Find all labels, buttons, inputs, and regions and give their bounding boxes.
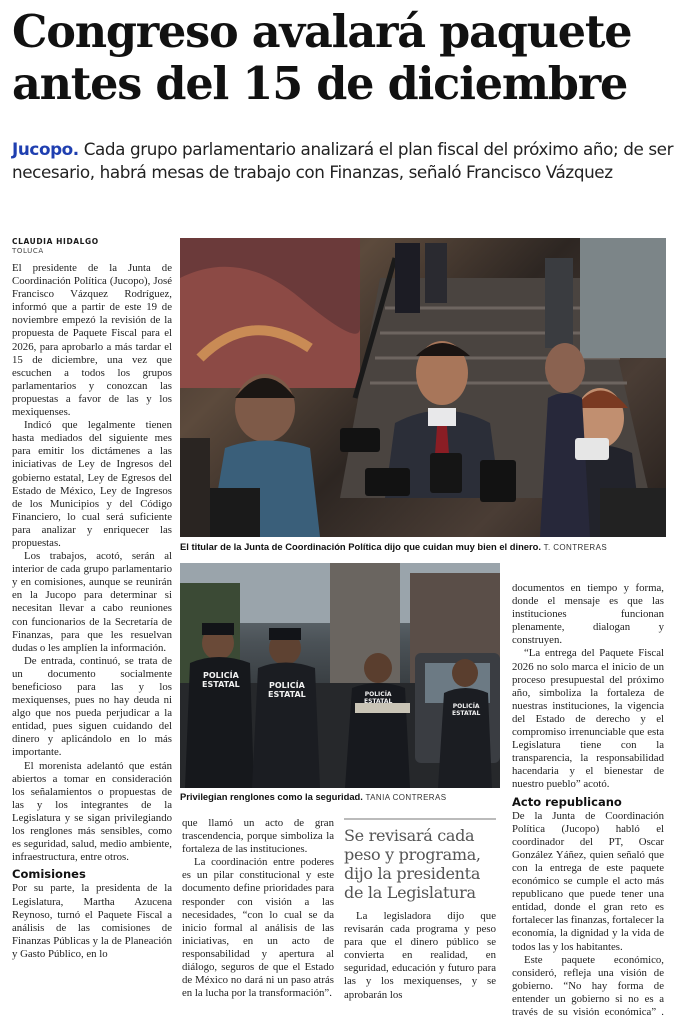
paragraph: que llamó un acto de gran trascendencia, porque simboliza la fortaleza de las instituciones. [182, 817, 334, 856]
deck [12, 138, 684, 184]
paragraph-text: Este paquete económico, consideró, refleja una visión de gobierno. “No hay forma de entender un gobierno si no es a través de su visión económica” . [512, 953, 664, 1018]
paragraph: De la Junta de Coordinación Política (Jucopo) habló el coordinador del PT, Oscar González Yáñez, quien señaló que con la entrega de este paquete económico se cumple el acto más republicano que puede tener una entidad, donde el gran reto es fortalecer las finanzas, fortalecer la economía, la dignidad y la vida de todos las y los habitantes. [512, 809, 664, 953]
vest-text: ESTATAL [202, 680, 240, 689]
vest-text: POLICÍA [268, 681, 305, 690]
press-conference-illustration [180, 238, 666, 537]
vest-text: ESTATAL [268, 690, 306, 699]
vest-text: POLICÍA [364, 691, 392, 698]
paragraph: documentos en tiempo y forma, donde el mensaje es que las instituciones funcionan plenamente, dialogan y construyen. [512, 582, 664, 647]
paragraph: La coordinación entre poderes es un pilar constitucional y este documento define prioridades para responder con visión a las necesidades, “con lo cual se da inicio formal al análisis de las iniciativas, en un acto de responsabilidad y apertura al diálogo, seguros de que el Estado de México no dará ni un paso atrás en la lucha por la transformación”. [182, 856, 334, 1000]
pullquote: Se revisará cada peso y programa, dijo la presidenta de la Legislatura [344, 826, 481, 902]
paragraph: “La entrega del Paquete Fiscal 2026 no solo marca el inicio de un proceso presupuestal del próximo año, simboliza la fortaleza de nuestras instituciones, la vigencia del Estado de derecho y el compromiso irrenunciable que esta Legislatura tiene con la transparencia, la responsabilidad hacendaria y el bienestar de nuestro pueblo” acotó. [512, 647, 664, 791]
vest-text: POLICÍA [452, 703, 480, 710]
photo-1-caption [180, 541, 670, 554]
headline [12, 6, 684, 110]
article-column-4 [512, 582, 664, 1018]
article-column-2 [182, 817, 334, 1017]
vest-label-4 [452, 703, 480, 717]
paragraph: El morenista adelantó que están abiertos a tomar en consideración los señalamientos o propuestas de las y los integrantes de la Legislatura y se sigan privilegiando los renglones más sensibles, como es seguridad, salud, medio ambiente, infraestructura, entre otros. [12, 759, 172, 864]
photo-credit: TANIA CONTRERAS [365, 793, 447, 802]
subheading-comisiones: Comisiones [12, 867, 86, 882]
paragraph: De entrada, continuó, se trata de un documento socialmente beneficioso para las y los mexiquenses, pues no hay deuda ni algo que nos pueda perjudicar a la entidad, pues siguen cuidando del dinero y aplicándolo en lo más importante. [12, 654, 172, 759]
subheading-acto-republicano: Acto republicano [512, 794, 622, 809]
paragraph: Los trabajos, acotó, serán al interior de cada grupo parlamentario y en comisiones, aunque se reunirán en la Jucopo para determinar si necesitan llevar a cabo reuniones con funcionarios de la Secretaría de Finanzas, para que les resuelvan dudas o les amplíen la información. [12, 550, 172, 654]
vest-text: ESTATAL [452, 710, 481, 717]
vest-text: ESTATAL [364, 698, 393, 705]
article-column-3 [344, 910, 496, 1018]
photo-press-conference [180, 238, 666, 537]
paragraph: Por su parte, la presidenta de la Legislatura, Martha Azucena Reynoso, turnó el Paquete Fiscal a análisis de las comisiones de Finanzas Públicas y la de Planeación y Gasto Público, en lo [12, 882, 172, 960]
pullquote-rule [344, 818, 496, 820]
vest-label-3 [364, 691, 392, 705]
headline-line-1: Congreso avalará paquete [12, 6, 632, 58]
deck-kicker: Jucopo. [12, 139, 79, 159]
vest-label-1 [202, 671, 240, 689]
paragraph: El presidente de la Junta de Coordinación Política (Jucopo), José Francisco Vázquez Rodríguez, informó que a partir de este 19 de noviembre empezó la revisión de la propuesta de Paquete Fiscal para el 2026, para aprobarlo a más tardar el 15 de diciembre, una vez que escuchen a todos los grupos parlamentarios y conozcan las propuestas a favor de las y los mexiquenses. [12, 262, 172, 419]
caption-text: El titular de la Junta de Coordinación Política dijo que cuidan muy bien el dinero. [180, 541, 541, 552]
headline-line-2: antes del 15 de diciembre [12, 58, 628, 110]
byline-location: TOLUCA [12, 247, 44, 255]
paragraph: La legisladora dijo que revisarán cada programa y peso para que el dinero público se convierta en realidad, en seguridad, educación y futuro para las y los mexiquenses, y se aprobarán los [344, 910, 496, 1001]
photo-2-caption [180, 791, 500, 804]
paragraph-last [512, 954, 664, 1018]
photo-credit: T. CONTRERAS [543, 543, 608, 552]
caption-text: Privilegian renglones como la seguridad. [180, 791, 363, 802]
photo-police [180, 563, 500, 788]
vest-text: POLICÍA [202, 671, 239, 680]
paragraph: Indicó que legalmente tienen hasta mediados del siguiente mes para emitir los dictámenes a las iniciativas de Ley de Ingresos del gobierno estatal, Ley de Egresos del Estado de México, Ley de Ingresos de los Municipios y del Código Financiero, lo cual será suficiente para analizar y enriquecer las propuestas. [12, 419, 172, 549]
vest-label-2 [268, 681, 306, 699]
deck-text: Cada grupo parlamentario analizará el plan fiscal del próximo año; de ser necesario, habrá mesas de trabajo con Finanzas, señaló Francisco Vázquez [12, 139, 674, 182]
article-column-1 [12, 262, 172, 1012]
byline-author: CLAUDIA HIDALGO [12, 237, 99, 246]
